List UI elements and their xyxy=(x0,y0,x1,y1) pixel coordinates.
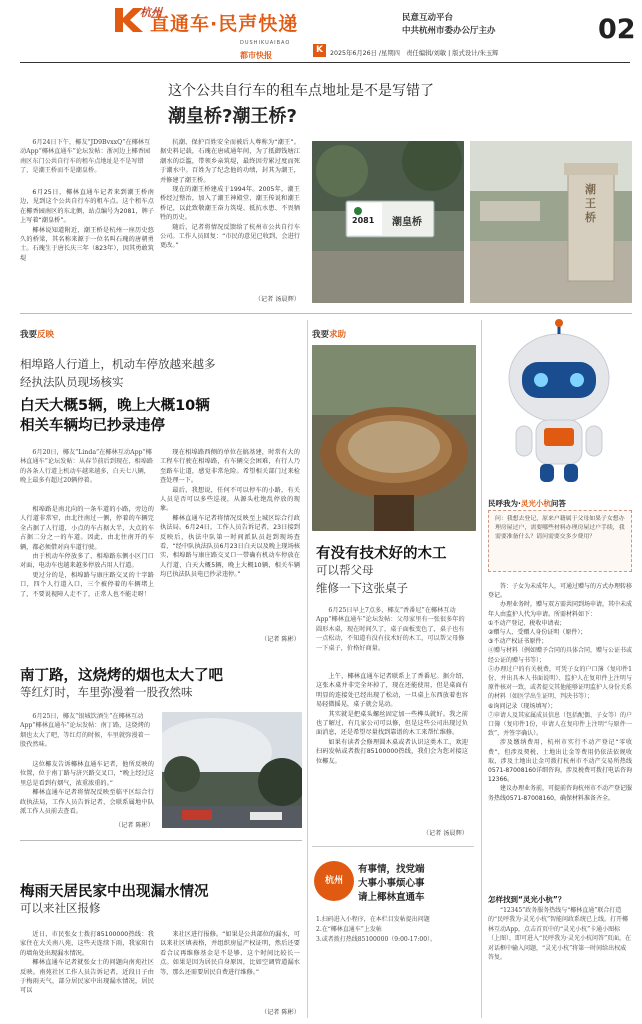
story2-title-line1: 相埠路人行道上，机动车停放越来越多 xyxy=(20,357,216,371)
story4-byline: （记者 汤晨辉） xyxy=(422,830,468,837)
story5-body-col1: 近日，市民张女士拨打85100000热线：我家住在大关南八苑，这些天连续下雨，我家阳台的墙角处出现漏水情况。 椰林直通车记者就张女士的问题向南苑社区反映。南苑社区工作人员告诉记者，近段日子由于梅雨天气，部分居民家中出现漏水情况，居民可以 xyxy=(20,931,154,995)
story3-byline: （记者 陈彬） xyxy=(114,822,154,829)
sidebar-answer-item: ②赠与人、受赠人身份证明（原件）； xyxy=(488,629,587,637)
photo-round-wooden-table xyxy=(312,345,476,531)
story1-body-col2: 抗潮、保护百姓安全而被后人尊称为“潮王”。据史料记载，石瑰在唐咸通年间，为了抵御钱塘江潮水的泛滥，带领乡亲筑堤，最终因劳累过度而死于潮水中。百姓为了纪念他的功绩，封其为潮王，并修建了潮王桥。 现在的潮王桥建成于1994年。2005年，潮王桥经过整治，加入了潮王神殿堂、潮王传说和潮王桥记，以此致敬潮王奋力筑堤、抵抗水患、不畏牺牲的历史。 随后，记者将情况反馈给了杭州市公共自行车公司。工作人员回复：“市民的意见已收到，会进行更改。” xyxy=(160,139,300,250)
story5-byline: （记者 陈彬） xyxy=(260,1009,300,1016)
sidebar-answer-item: ④赠与材料（例如赠予合同的具体合同，赠与公证书或经公证的赠与书等）； xyxy=(488,647,632,664)
sidebar-question: 问：我想去登记，原来户籍属于父母如果子女想办理房屋过户，需要哪些材料办理房屋过户手续，我需要准备什么？请问需要交多少费用？ xyxy=(495,516,625,540)
column-rule-right xyxy=(481,320,482,1018)
bike-station-name: 潮皇桥 xyxy=(392,217,422,228)
sidebar-answer-item: ⑤办理过户的有关税费，可凭子女的户口簿（复印件1份，并出具本人书面说明）、监护人在复印件上注明与原件核对一致，或者提交其他能够证明监护人身份关系的材料（如医学出生证明、判决书等）； xyxy=(488,665,632,701)
story3-title-line2: 等红灯时，车里弥漫着一股孜然味 xyxy=(20,685,193,699)
sidebar-answer-item: ⑦申请人及其家属成员信息（包括配偶、子女等）的户口簿（复印件1份，申请人在复印件上注明“与原件一致”，并签字确认）。 xyxy=(488,711,632,738)
publisher-line-2: 中共杭州市委办公厅主办 xyxy=(402,26,496,36)
ad-line3: 请上椰林直通车 xyxy=(358,892,425,903)
story2-title-line3: 白天大概5辆，晚上大概10辆 xyxy=(20,398,210,414)
ad-line2: 大事小事烦心事 xyxy=(358,878,425,889)
ad-badge-script: 杭州 xyxy=(324,876,343,886)
brand-title: 直通车·民声快递 xyxy=(150,13,299,35)
sidebar-answer: 答：子女为未成年人，可通过赠与的方式办理转移登记。 办理业务时，赠与双方需共同到场申请，其中未成年人由监护人代为申请。所需材料如下： ①不动产登记、税收申请表； ②赠与人、受赠人身份证明（原件）； ③不动产权证书原件； ④赠与材料（例如赠予合同的具体合同，赠与公证书或经公证的赠与书等）； ⑤办理过户的有关税费，可凭子女的户口簿（复印件1份，并出具本人书面说明）、监护人在复印件上注明与原件核对一致，或者提交其他能够证明监护人身份关系的材料（如医学出生证明、判决书等）； ⑥询问记录（现场填写）； ⑦申请人及其家属成员信息（包括配偶、子女等）的户口簿（复印件1份，申请人在复印件上注明“与原件一致”，并签字确认）。 涉及缴纳费用，杭州市实行不动产登记“零收费”，但涉及契税、土地出让金等费用仍依法依规收取，涉及土地出让金可拨打杭州市不动产交易所热线0571-87008160详细咨询，涉及税费可拨打电话咨询12366。 建议办理业务前，可提前咨询杭州市不动产登记服务热线0571-87008160，确保材料准备齐全。 xyxy=(488,583,632,802)
edition-info: 2025年6月26日 /星期四 责任编辑/刘敏 | 版式设计/朱玉辉 xyxy=(330,50,499,57)
brand-script-text: 杭州 xyxy=(140,6,162,19)
story2-body-col1: 相埠路是南北向的一条车道的小路，旁边的人行道非常窄，由北往南过一侧，停着的车辆完全占据了人行道，小点的车占据大半，大点的车占据二分之一的车道。因此，由北往南开的车辆，都必须借对向车道行驶。 由于机动车停放多了，相埠路东侧小区门口对面，电动车也越来越多停放占用人行道。 更过分的是，相埠路与康庄路交叉的十字路口，四个人行道入口，三个被停着的车辆堵上了，不要说视障人走不了，正常人也不能走呀！ xyxy=(20,506,154,598)
sidebar-answer-item: ③不动产权证书原件； xyxy=(488,638,548,646)
photo-bbq-smoke xyxy=(162,712,302,828)
story4-title-line3: 维修一下这张桌子 xyxy=(316,581,408,595)
story2-title-line4: 相关车辆均已抄录违停 xyxy=(20,418,165,434)
photo-stone-bridge-marker xyxy=(470,141,632,303)
story4-title-line1: 有没有技术好的木工 xyxy=(316,546,447,562)
story3-lead: 6月25日，椰友“银城饮酒生”在椰林互动App“椰林直通车”论坛发帖：南丁路，这烧烤的烟也太大了吧，等红灯的时候，车里就弥漫着一股孜然味。 xyxy=(20,713,151,749)
story4-lead: 6月25日早上7点多，椰友“香番尼”在椰林互动App“椰林直通车”论坛发帖：父母家里有一张很多年的圆形木桌，现在时间久了，桌子面板变色了，桌子也有一点松动，不知道有没有技术好的木工，可以帮父母修一下桌子，价格好商量。 xyxy=(316,607,465,652)
sidebar-ask-title: 怎样找到“灵光小杭”？ xyxy=(488,895,566,904)
story1-lead: 6月24日下午，椰友“JD9BvxxQ”在椰林互动App“椰林直通车”论坛发帖：浙河边上椰香园南区东门公共自行车的租车点地址是不是写错了，是潮王桥而不是潮皇桥。 xyxy=(20,139,151,175)
sidebar-answer-item: ①不动产登记、税收申请表； xyxy=(488,619,566,627)
ad-steps: 1.扫码进入小程序，在本栏目发帖提出问题 2.在“椰林直通车”上发帖 3.或者拨打热线85100000（9:00-17:00）。 xyxy=(316,916,437,943)
story2-byline: （记者 陈彬） xyxy=(260,636,300,643)
page-number: 02 xyxy=(598,14,636,45)
story4-title-line2: 可以帮父母 xyxy=(316,563,374,577)
section-rule-1 xyxy=(20,313,632,314)
bike-station-number: 2081 xyxy=(352,216,375,225)
story5-title-line2: 可以来社区报修 xyxy=(20,901,101,915)
ad-badge xyxy=(314,861,354,901)
paper-pinyin: DUSHIKUAIBAO xyxy=(240,40,291,46)
ad-box xyxy=(312,846,474,1018)
photo-bike-station-sign xyxy=(312,141,464,303)
section-label-fanying: 我要反映 xyxy=(20,330,55,340)
masthead xyxy=(0,0,642,62)
story4-body: 上午，椰林直通车记者联系上了香番尼。据介绍，这张木桌并非完全坏掉了，现在还能使用，但是桌面有明显的连接处已经出现了松动，一旦桌上东西放着也容易轻微摇晃，桌子就会晃动。 其实就是把桌头螺丝固定加一些榫头就好。我之前也了解过，有几家公司可以修，但是这些公司出现过负面消息，还是希望尽量找到靠谱的木工来帮忙维修。 如果有读者会修理圆木桌或者认识这类木工，欢迎扫码发帖或者拨打85100000热线，我们会为您对接这位椰友。 xyxy=(316,673,468,765)
story3-title-line1: 南丁路，这烧烤的烟也太大了吧 xyxy=(20,668,223,684)
story1-title-line1: 这个公共自行车的租车点地址是不是写错了 xyxy=(168,83,434,99)
story5-body-col2: 来社区进行报修。“如果是公共部位的漏水，可以来社区填表格，并组织房屋产权证明，然后还要看合议再维修基金是不是够，这个时间比较长一点。如果是因为居民自身原因，比如空调管道漏水等，那么还需要居民自费进行维修。” xyxy=(160,931,300,976)
story2-lead: 6月20日，椰友“Linda”在椰林互动App“椰林直通车”论坛发帖：从春节前后到现在，相埠路的各条人行道上机动车越来越多，白天七八辆，晚上最多有超过20辆停着。 xyxy=(20,449,154,485)
story1-byline: （记者 汤晨辉） xyxy=(254,296,300,303)
ad-line1: 有事情，找党端 xyxy=(358,864,425,875)
story3-body: 这位椰友告诉椰林直通车记者，他所反映的位置，位于南丁路与济兴路交叉口，“晚上经过这里总是看到有烟气，浓重浓重的。” 椰林直通车记者将情况反映至临平区综合行政执法局，工作人员告诉记者，会联系属地中队派工作人员前去查看。 xyxy=(20,761,154,816)
sidebar-column-title: 民呼我为·灵光小杭问答 xyxy=(488,499,566,508)
story1-body-col1: 6月25日，椰林直通车记者来到潮王桥南边，见到这个公共自行车的租车点。这个租车点在椰香园南区的东北侧，站点编号为2081，牌子上写着“潮皇桥”。 椰林说知道附近，潮王桥是杭州一座历史悠久的桥梁，其名称来源于一位名叫石瑰的唐朝勇士。石瑰生于唐长庆三年（823年），因其勇敢筑堤 xyxy=(20,189,154,262)
paper-k-icon: K xyxy=(313,44,326,57)
stone-marker-text: 潮王桥 xyxy=(585,183,596,224)
robot-mascot-illustration xyxy=(486,318,632,490)
publisher-line-1: 民意互动平台 xyxy=(402,13,454,23)
story2-body-col2: 现在相埠路西侧的单位在搞基建，时常有大的工程车行驶在相埠路，有车辆交会困难，有行人乃至路车让道，感觉非常危险。希望相关部门过来检查处理一下。 最后，我想说，任何不可以停车的小路，有关人员是否可以多些巡视，从源头杜绝乱停放的现象。 椰林直通车记者将情况反映至上城区综合行政执法局。6月24日，工作人员告诉记者，23日接到反映后，执法中队第一时间派队员赶到现场查看，“经中队执法队员6月23日白天以及晚上现场核实，相埠路与康庄路交叉口一带确有机动车停放在人行道，白天大概5辆，晚上大概10辆，相关车辆均已执法队员电已抄录违停。” xyxy=(160,449,300,579)
masthead-rule xyxy=(20,62,630,63)
story5-title-line1: 梅雨天居民家中出现漏水情况 xyxy=(20,884,209,900)
column-rule-left xyxy=(307,320,308,1018)
sidebar-question-box xyxy=(488,510,632,572)
sidebar-ask-text: “12345”政务服务热线与“椰林直通”联合打造的“民呼我为·灵光小杭”智能问政系统已上线。打开椰林互动App，点击首页中的“灵光小杭”卡通小图标（上图），即可进入“民呼我为·灵光小杭问答”页面，在对话框中输入问题，“灵光小杭”将第一时间给出权威答复。 xyxy=(488,907,632,962)
section-rule-2 xyxy=(20,840,302,841)
section-label-qiuzhu: 我要求助 xyxy=(312,330,347,340)
sidebar-answer-item: ⑥询问记录（现场填写）； xyxy=(488,702,557,710)
story2-title-line2: 经执法队员现场核实 xyxy=(20,375,124,389)
paper-name: 都市快报 xyxy=(240,51,272,60)
story1-title-line2: 潮皇桥?潮王桥? xyxy=(168,106,297,127)
